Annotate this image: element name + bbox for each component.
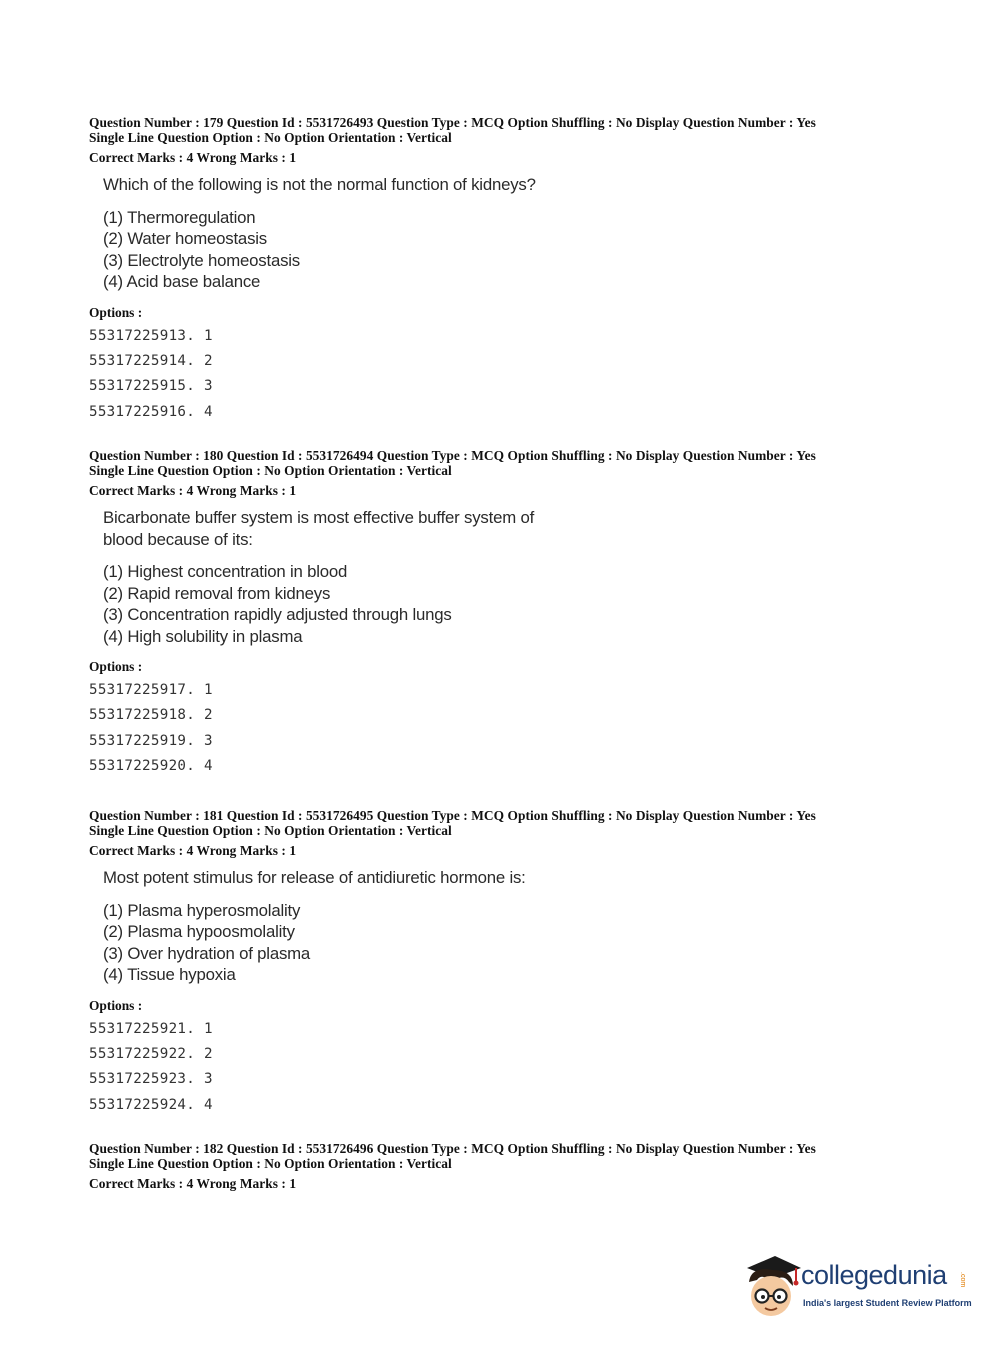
option-id: 55317225918. 2	[89, 707, 213, 724]
question-meta-line2: Single Line Question Option : No Option Orientation : Vertical	[89, 463, 452, 478]
question-choices	[103, 900, 909, 986]
question-block-179	[89, 115, 909, 425]
option-id: 55317225915. 3	[89, 378, 213, 395]
option-id-list	[89, 324, 909, 426]
collegedunia-logo[interactable]	[741, 1248, 971, 1328]
choice-item: (1) Highest concentration in blood	[103, 562, 348, 581]
question-marks: Correct Marks : 4 Wrong Marks : 1	[89, 843, 297, 858]
question-choices	[103, 561, 909, 647]
option-id: 55317225916. 4	[89, 403, 213, 420]
option-id-list	[89, 678, 909, 780]
choice-item: (1) Thermoregulation	[103, 207, 256, 227]
choice-item: (4) High solubility in plasma	[103, 626, 303, 646]
question-text: Which of the following is not the normal function of kidneys?	[103, 175, 536, 194]
logo-com: .com	[959, 1272, 966, 1288]
options-heading: Options :	[89, 304, 143, 320]
option-id-list	[89, 1017, 909, 1119]
question-block-180	[89, 448, 909, 780]
question-marks: Correct Marks : 4 Wrong Marks : 1	[89, 150, 297, 165]
question-block-181	[89, 808, 909, 1118]
question-meta-line2: Single Line Question Option : No Option Orientation : Vertical	[89, 823, 452, 838]
question-meta-line1: Question Number : 180 Question Id : 5531726494 Question Type : MCQ Option Shuffling : No Display Question Number : Yes	[89, 448, 816, 463]
mascot-icon	[741, 1252, 803, 1324]
options-heading: Options :	[89, 659, 143, 674]
options-heading: Options :	[89, 997, 143, 1013]
question-text: Most potent stimulus for release of antidiuretic hormone is:	[103, 868, 526, 887]
question-meta-line1: Question Number : 182 Question Id : 5531726496 Question Type : MCQ Option Shuffling : No Display Question Number : Yes	[89, 1141, 816, 1156]
choice-item: (3) Over hydration of plasma	[103, 943, 311, 963]
logo-tagline: India's largest Student Review Platform	[803, 1298, 972, 1308]
choice-item: (2) Rapid removal from kidneys	[103, 583, 331, 603]
option-id: 55317225924. 4	[89, 1096, 213, 1113]
option-id: 55317225914. 2	[89, 352, 213, 369]
option-id: 55317225923. 3	[89, 1071, 213, 1088]
logo-wordmark: collegedunia	[801, 1260, 947, 1290]
question-text: Bicarbonate buffer system is most effective buffer system of blood because of its:	[103, 508, 535, 549]
question-meta-line2: Single Line Question Option : No Option Orientation : Vertical	[89, 130, 452, 145]
option-id: 55317225919. 3	[89, 732, 213, 749]
choice-item: (3) Electrolyte homeostasis	[103, 250, 300, 270]
choice-item: (4) Acid base balance	[103, 272, 261, 291]
option-id: 55317225917. 1	[89, 682, 213, 698]
question-meta-line1: Question Number : 181 Question Id : 5531726495 Question Type : MCQ Option Shuffling : No Display Question Number : Yes	[89, 808, 816, 823]
option-id: 55317225913. 1	[89, 327, 213, 344]
question-marks: Correct Marks : 4 Wrong Marks : 1	[89, 1176, 297, 1191]
question-meta-line1: Question Number : 179 Question Id : 5531726493 Question Type : MCQ Option Shuffling : No Display Question Number : Yes	[89, 115, 816, 130]
choice-item: (4) Tissue hypoxia	[103, 965, 236, 984]
question-meta-line2: Single Line Question Option : No Option Orientation : Vertical	[89, 1156, 452, 1171]
option-id: 55317225920. 4	[89, 758, 213, 775]
choice-item: (2) Water homeostasis	[103, 229, 267, 248]
question-block-182	[89, 1141, 909, 1191]
choice-item: (3) Concentration rapidly adjusted through lungs	[103, 605, 452, 624]
option-id: 55317225921. 1	[89, 1020, 213, 1037]
option-id: 55317225922. 2	[89, 1045, 213, 1062]
question-choices	[103, 207, 909, 293]
choice-item: (1) Plasma hyperosmolality	[103, 900, 301, 920]
question-marks: Correct Marks : 4 Wrong Marks : 1	[89, 483, 297, 498]
choice-item: (2) Plasma hypoosmolality	[103, 922, 295, 941]
